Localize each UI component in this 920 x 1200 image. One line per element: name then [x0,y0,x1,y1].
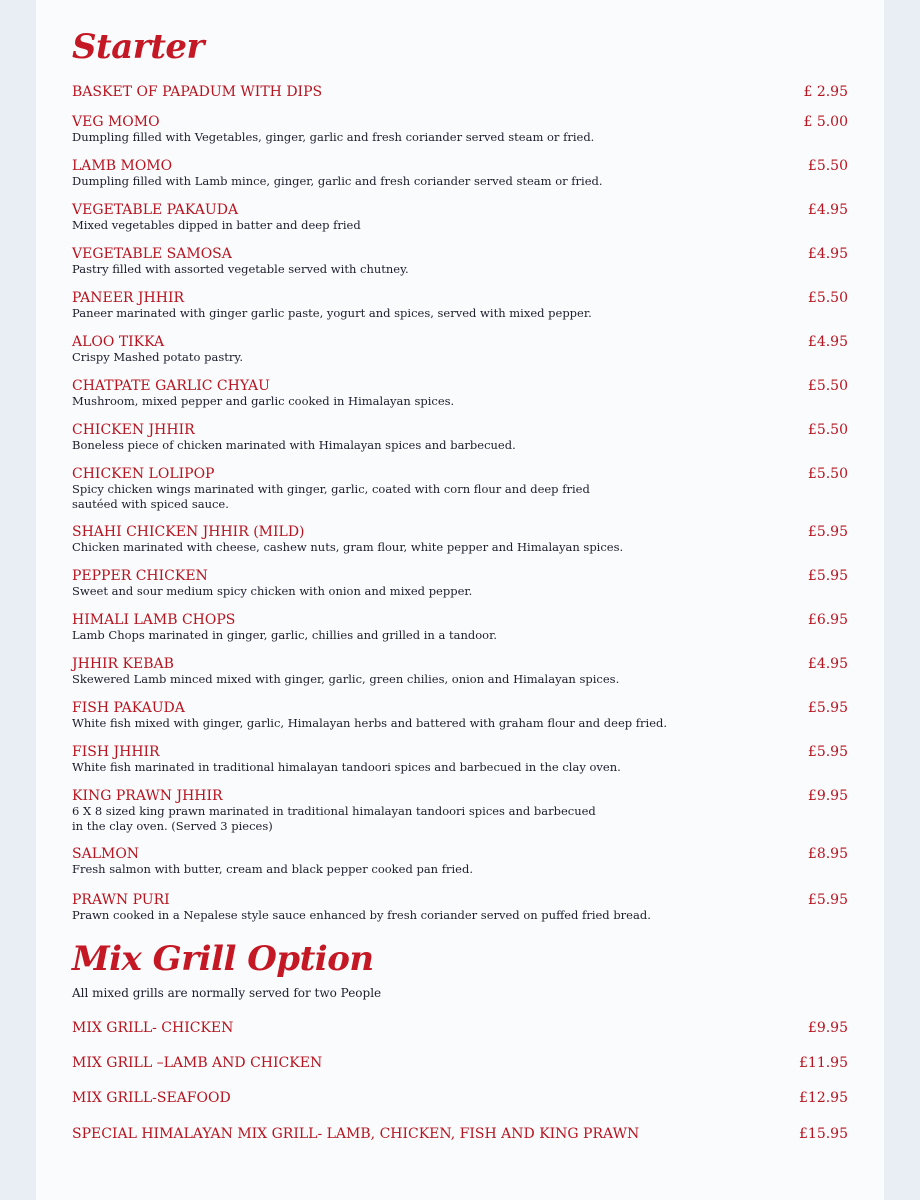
menu-item-price: £5.50 [807,422,848,438]
menu-item-description: Pastry filled with assorted vegetable served with chutney. [72,262,409,276]
menu-item [72,1126,848,1142]
menu-item-description: Crispy Mashed potato pastry. [72,350,243,364]
mix-grill-section-title: Mix Grill Option [72,939,374,979]
menu-item-description: White fish mixed with ginger, garlic, Himalayan herbs and battered with graham flour and deep fried. [72,716,668,730]
menu-item-price: £5.50 [807,158,848,174]
menu-item [72,846,848,877]
menu-item-name: HIMALI LAMB CHOPS [72,612,236,628]
menu-item-price: £5.95 [807,700,848,716]
menu-item-price: £4.95 [807,334,848,350]
menu-item [72,744,848,775]
menu-item-name: MIX GRILL –LAMB AND CHICKEN [72,1055,323,1071]
menu-item-name: VEGETABLE PAKAUDA [72,202,239,218]
menu-item [72,612,848,643]
menu-item-name: PEPPER CHICKEN [72,568,208,584]
mix-grill-note: All mixed grills are normally served for two People [72,986,382,1000]
menu-item [72,202,848,233]
menu-item-price: £12.95 [799,1090,848,1106]
menu-item-description: Chicken marinated with cheese, cashew nuts, gram flour, white pepper and Himalayan spices. [72,540,624,554]
menu-item [72,158,848,189]
menu-item-name: BASKET OF PAPADUM WITH DIPS [72,84,323,100]
menu-item-price: £5.50 [807,290,848,306]
menu-item [72,656,848,687]
menu-item-description: Boneless piece of chicken marinated with Himalayan spices and barbecued. [72,438,516,452]
menu-item [72,114,848,145]
menu-item-description: Mushroom, mixed pepper and garlic cooked in Himalayan spices. [72,394,455,408]
menu-item-description: Spicy chicken wings marinated with ginger, garlic, coated with corn flour and deep fried sautéed with spiced sauce. [72,482,590,511]
menu-item [72,378,848,409]
menu-item-description: Dumpling filled with Vegetables, ginger, garlic and fresh coriander served steam or fried. [72,130,595,144]
menu-item-name: MIX GRILL-SEAFOOD [72,1090,231,1106]
menu-item-price: £5.50 [807,378,848,394]
menu-item-price: £11.95 [799,1055,848,1071]
menu-item [72,700,848,731]
menu-item-description: Fresh salmon with butter, cream and black pepper cooked pan fried. [72,862,474,876]
menu-item [72,84,848,100]
menu-item [72,1055,848,1071]
menu-item [72,788,848,834]
menu-item-price: £4.95 [807,202,848,218]
menu-item-name: PRAWN PURI [72,892,170,908]
menu-item-name: CHICKEN LOLIPOP [72,466,215,482]
menu-item-description: Mixed vegetables dipped in batter and deep fried [72,218,361,232]
menu-item [72,290,848,321]
menu-item-name: MIX GRILL- CHICKEN [72,1020,234,1036]
menu-item-description: White fish marinated in traditional himalayan tandoori spices and barbecued in the clay oven. [72,760,621,774]
menu-item-price: £5.95 [807,892,848,908]
menu-item-price: £ 5.00 [803,114,848,130]
menu-item-name: SHAHI CHICKEN JHHIR (MILD) [72,524,305,540]
menu-item-name: FISH PAKAUDA [72,700,185,716]
menu-item-description: Paneer marinated with ginger garlic paste, yogurt and spices, served with mixed pepper. [72,306,592,320]
menu-item-name: PANEER JHHIR [72,290,185,306]
menu-item-price: £4.95 [807,246,848,262]
menu-item-name: CHICKEN JHHIR [72,422,195,438]
menu-item [72,1090,848,1106]
menu-item-name: JHHIR KEBAB [72,656,174,672]
menu-item-price: £9.95 [807,1020,848,1036]
menu-item-name: FISH JHHIR [72,744,160,760]
menu-item-name: LAMB MOMO [72,158,173,174]
menu-item [72,334,848,365]
menu-item-price: £8.95 [807,846,848,862]
menu-item-price: £6.95 [807,612,848,628]
menu-item [72,422,848,453]
menu-item [72,246,848,277]
menu-item-price: £4.95 [807,656,848,672]
menu-item-name: SALMON [72,846,140,862]
menu-item-name: SPECIAL HIMALAYAN MIX GRILL- LAMB, CHICKEN, FISH AND KING PRAWN [72,1126,640,1142]
menu-item [72,466,848,512]
menu-item [72,568,848,599]
menu-item-name: VEG MOMO [72,114,160,130]
menu-item-price: £9.95 [807,788,848,804]
menu-item-price: £15.95 [799,1126,848,1142]
menu-item-price: £5.95 [807,568,848,584]
menu-item-description: 6 X 8 sized king prawn marinated in traditional himalayan tandoori spices and barbecued in the clay oven. (Served 3 pieces) [72,804,596,833]
menu-item-description: Dumpling filled with Lamb mince, ginger, garlic and fresh coriander served steam or fried. [72,174,603,188]
menu-item-name: ALOO TIKKA [72,334,165,350]
menu-item-price: £5.95 [807,524,848,540]
menu-item-description: Prawn cooked in a Nepalese style sauce enhanced by fresh coriander served on puffed fried bread. [72,908,651,922]
menu-item-description: Sweet and sour medium spicy chicken with onion and mixed pepper. [72,584,473,598]
starter-section-title: Starter [72,27,204,67]
menu-item-description: Lamb Chops marinated in ginger, garlic, chillies and grilled in a tandoor. [72,628,497,642]
menu-item-price: £5.95 [807,744,848,760]
menu-item-description: Skewered Lamb minced mixed with ginger, garlic, green chilies, onion and Himalayan spices. [72,672,620,686]
menu-item-name: KING PRAWN JHHIR [72,788,223,804]
menu-item-price: £ 2.95 [803,84,848,100]
menu-item-price: £5.50 [807,466,848,482]
menu-item-name: VEGETABLE SAMOSA [72,246,232,262]
menu-item [72,524,848,555]
menu-item [72,1020,848,1036]
menu-item [72,892,848,923]
menu-item-name: CHATPATE GARLIC CHYAU [72,378,270,394]
